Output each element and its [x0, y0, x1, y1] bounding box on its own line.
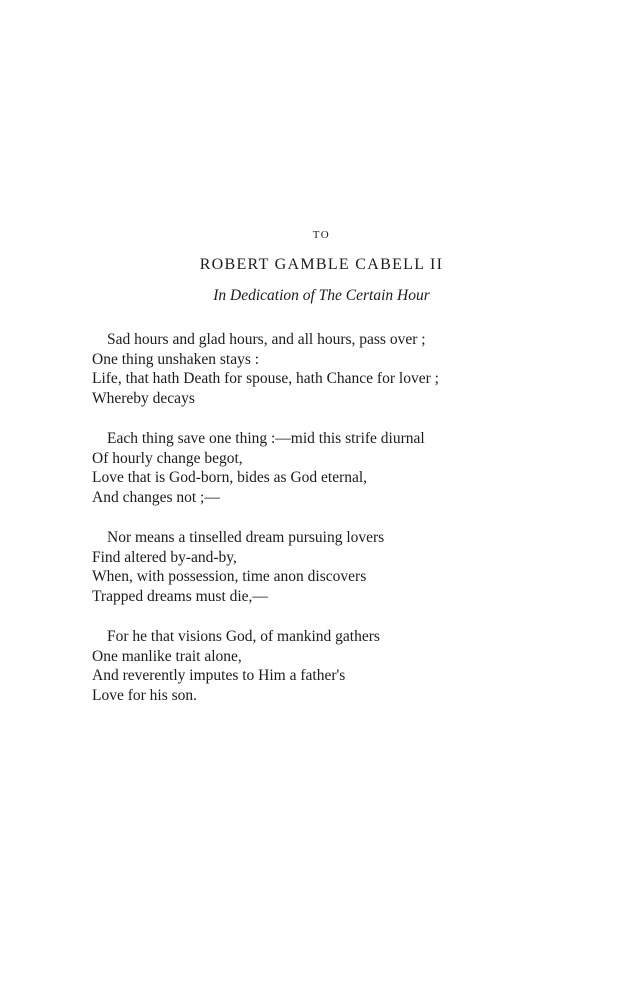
poem-line: Sad hours and glad hours, and all hours, pass over ; [107, 331, 426, 348]
poem-line: Whereby decays [92, 389, 195, 407]
dedication-to: TO [312, 229, 331, 241]
poem-line: And reverently imputes to Him a father's [92, 667, 346, 684]
poem-stanza-2 [92, 429, 522, 507]
dedicatee-name: ROBERT GAMBLE CABELL II [199, 256, 444, 273]
poem-line: When, with possession, time anon discovers [92, 568, 367, 585]
poem-line: One thing unshaken stays : [92, 350, 260, 368]
poem-line: One manlike trait alone, [92, 647, 242, 665]
poem-stanza-3 [92, 528, 522, 606]
poem-line: Nor means a tinselled dream pursuing lovers [107, 529, 385, 546]
poem-line: Love for his son. [92, 686, 198, 704]
poem-line: Each thing save one thing :—mid this strife diurnal [107, 430, 425, 447]
dedication-subtitle: In Dedication of The Certain Hour [213, 287, 430, 304]
poem-stanza-4 [92, 627, 522, 705]
poem-line: Trapped dreams must die,— [92, 587, 268, 605]
poem-stanza-1 [92, 330, 522, 408]
poem-line: And changes not ;— [92, 488, 220, 506]
dedication-poem [92, 330, 522, 726]
poem-line: Of hourly change begot, [92, 449, 243, 467]
poem-line: Find altered by-and-by, [92, 548, 237, 566]
poem-line: Love that is God-born, bides as God eternal, [92, 469, 368, 486]
poem-line: Life, that hath Death for spouse, hath Chance for lover ; [92, 370, 439, 387]
poem-line: For he that visions God, of mankind gathers [107, 628, 380, 645]
